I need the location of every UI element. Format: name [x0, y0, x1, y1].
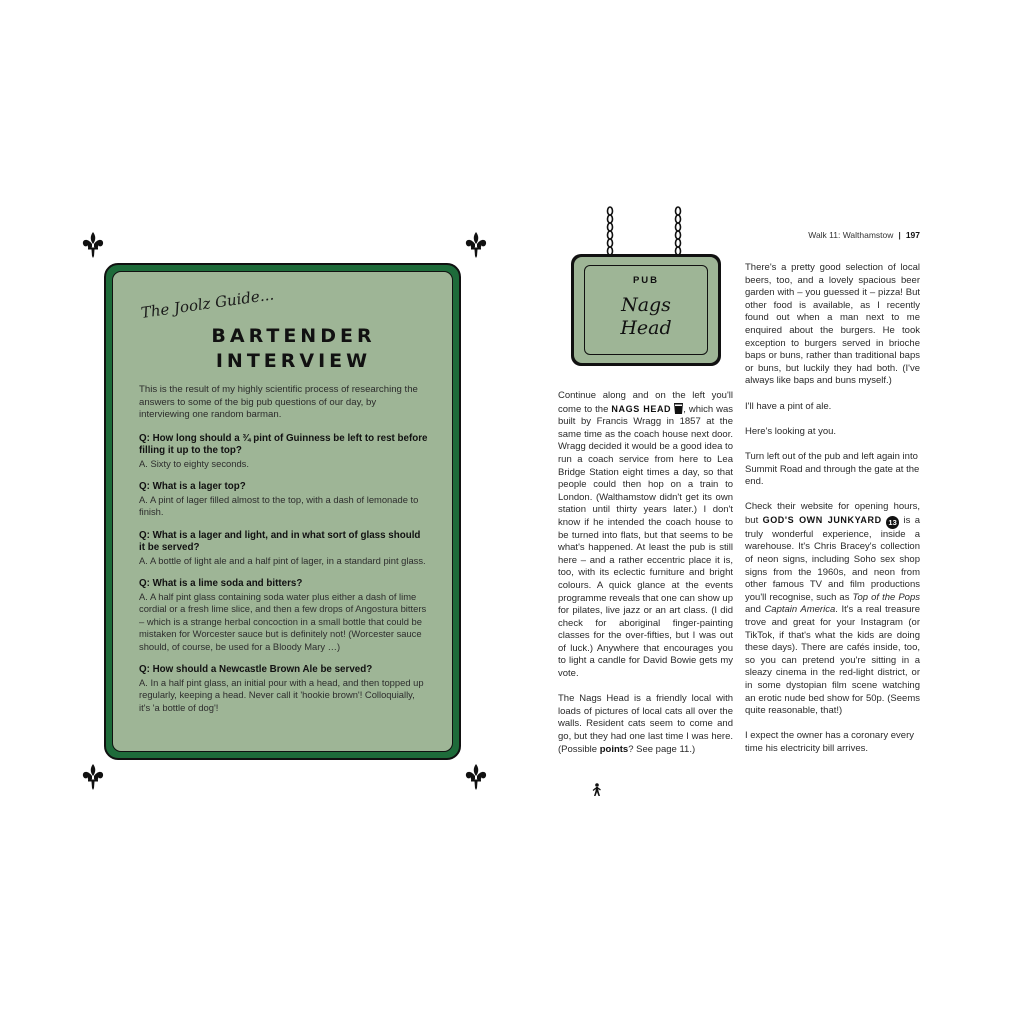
text-run: . It's a real treasure trove and great for your Instagram (or TikTok, if that's what the kids are doing these days). There are cafés inside, too, so you can pretend you're sitting in a sleazy cinema in the red-light district, or in some dystopian film scene watching an erotic nude bed show for 50p. (Seems quite reasonable, that!) — [745, 604, 921, 717]
pub-sign-name-line1: Nags — [621, 294, 671, 316]
text-run: ? See page 11.) — [628, 743, 696, 755]
fleur-de-lis-icon — [465, 232, 487, 258]
paragraph — [745, 501, 920, 718]
answer: A. A pint of lager filled almost to the top, with a dash of lemonade to finish. — [139, 493, 419, 517]
bartender-interview-panel — [104, 263, 461, 760]
question: Q: What is a lager and light, and in what sort of glass should it be served? — [139, 529, 421, 553]
text-run: and — [745, 604, 765, 616]
pint-glass-icon — [674, 403, 683, 414]
pub-sign-label: PUB — [632, 275, 660, 286]
qa-item — [139, 664, 428, 714]
panel-title — [159, 324, 428, 374]
paragraph: Turn left out of the pub and left again into Summit Road and through the gate at the end. — [745, 450, 920, 488]
qa-item — [139, 433, 428, 471]
answer: A. A bottle of light ale and a half pint of lager, in a standard pint glass. — [139, 554, 426, 566]
qa-item — [139, 578, 428, 653]
answer: A. In a half pint glass, an initial pour with a head, and then topped up regularly, keeping a head. Never call it 'hookie brown'! Colloquially, it's 'a bottle of dog'! — [139, 676, 424, 713]
title-italic: Top of the Pops — [852, 591, 920, 603]
paragraph: I'll have a pint of ale. — [745, 400, 832, 412]
question: Q: What is a lime soda and bitters? — [139, 578, 303, 589]
answer: A. A half pint glass containing soda water plus either a dash of lime cordial or a fresh lime slice, and then a few drops of Angostura bitters – which is a strange herbal concoction in a small bottle that could be mistaken for Worcester sauce but is definitely not! (Worcester sauce should, of course, be used for a Bloody Mary …) — [139, 590, 427, 652]
paragraph — [558, 390, 733, 681]
fleur-de-lis-icon — [465, 764, 487, 790]
page-number: 197 — [905, 230, 920, 240]
venue-name: GOD'S OWN JUNKYARD — [762, 514, 882, 525]
question: Q: How should a Newcastle Brown Ale be served? — [139, 664, 373, 675]
text-run: Continue along and on the left you'll come to the — [558, 390, 733, 415]
paragraph: I expect the owner has a coronary every time his electricity bill arrives. — [745, 730, 914, 754]
title-italic: Captain America — [764, 604, 836, 616]
walk-title: Walk 11: Walthamstow — [808, 230, 894, 240]
panel-intro: This is the result of my highly scientific process of researching the answers to some of the big pub questions of our day, by interviewing one random barman. — [139, 384, 418, 420]
question: Q: How long should a ¾ pint of Guinness be left to rest before filling it up to the top? — [139, 432, 428, 456]
pub-sign-name-line2: Head — [620, 317, 672, 339]
pub-sign-name — [574, 294, 718, 340]
fleur-de-lis-icon — [82, 232, 104, 258]
chain-icon — [606, 206, 614, 256]
text-run: The Nags Head is a friendly local with loads of pictures of local cats all over the walls. Resident cats seem to come and go, but they had one last time I was here. (Possible — [558, 693, 733, 755]
fleur-de-lis-icon — [82, 764, 104, 790]
points-term: points — [599, 743, 629, 755]
qa-item — [139, 530, 428, 568]
paragraph — [558, 693, 733, 756]
paragraph: Here's looking at you. — [745, 425, 837, 437]
venue-name: NAGS HEAD — [611, 403, 672, 414]
body-column-left — [558, 390, 733, 769]
body-column-right — [745, 262, 920, 768]
panel-title-line1: BARTENDER — [211, 325, 376, 347]
location-number-badge: 13 — [886, 516, 899, 529]
walking-figure-icon — [592, 783, 601, 797]
running-head: Walk 11: Walthamstow | 197 — [808, 230, 920, 240]
text-run: is a truly wonderful experience, inside a warehouse. It's Chris Bracey's collection of neon signs, including Soho sex shop signs from the 1960s, and neon from other famous TV and film productions you'll recognise, such as — [745, 514, 920, 603]
paragraph: There's a pretty good selection of local beers, too, and a lovely spacious beer garden with – you guessed it – pizza! But other food is available, as I recently found out when a man next to me enquired about the burgers. He took exception to burgers served in brioche baps or buns, rather than traditional baps or buns, but luckily they had both. (I've always like baps and buns myself.) — [745, 262, 920, 387]
text-run: Check their website for opening hours, but — [745, 501, 920, 526]
guide-label: The Joolz Guide... — [139, 285, 276, 322]
answer: A. Sixty to eighty seconds. — [139, 457, 249, 469]
question: Q: What is a lager top? — [139, 481, 246, 492]
panel-title-line2: INTERVIEW — [215, 350, 372, 372]
qa-item — [139, 481, 428, 519]
chain-icon — [674, 206, 682, 256]
text-run: , which was built by Francis Wragg in 1857 at the same time as the coach house next door. Wragg decided it would be a good idea to run a coach service from here to Lea Bridge Station eight times a day, so that people could then hop on a train to London. (Walthamstow didn't get its own station until thirty years later.) I don't know if he intended the coach house to be turned into flats, but that seems to be what's happened. At least the pub is still here – and a rather eccentric place it is, too, with its eclectic furniture and bright colours. A quick glance at the events programme reveals that one can show up for pilates, live jazz or an art class. (I did check for aboriginal finger-painting classes for the over-fifties, but I was out of luck.) Anywhere that encourages you to light a candle for David Bowie gets my vote. — [558, 403, 734, 680]
